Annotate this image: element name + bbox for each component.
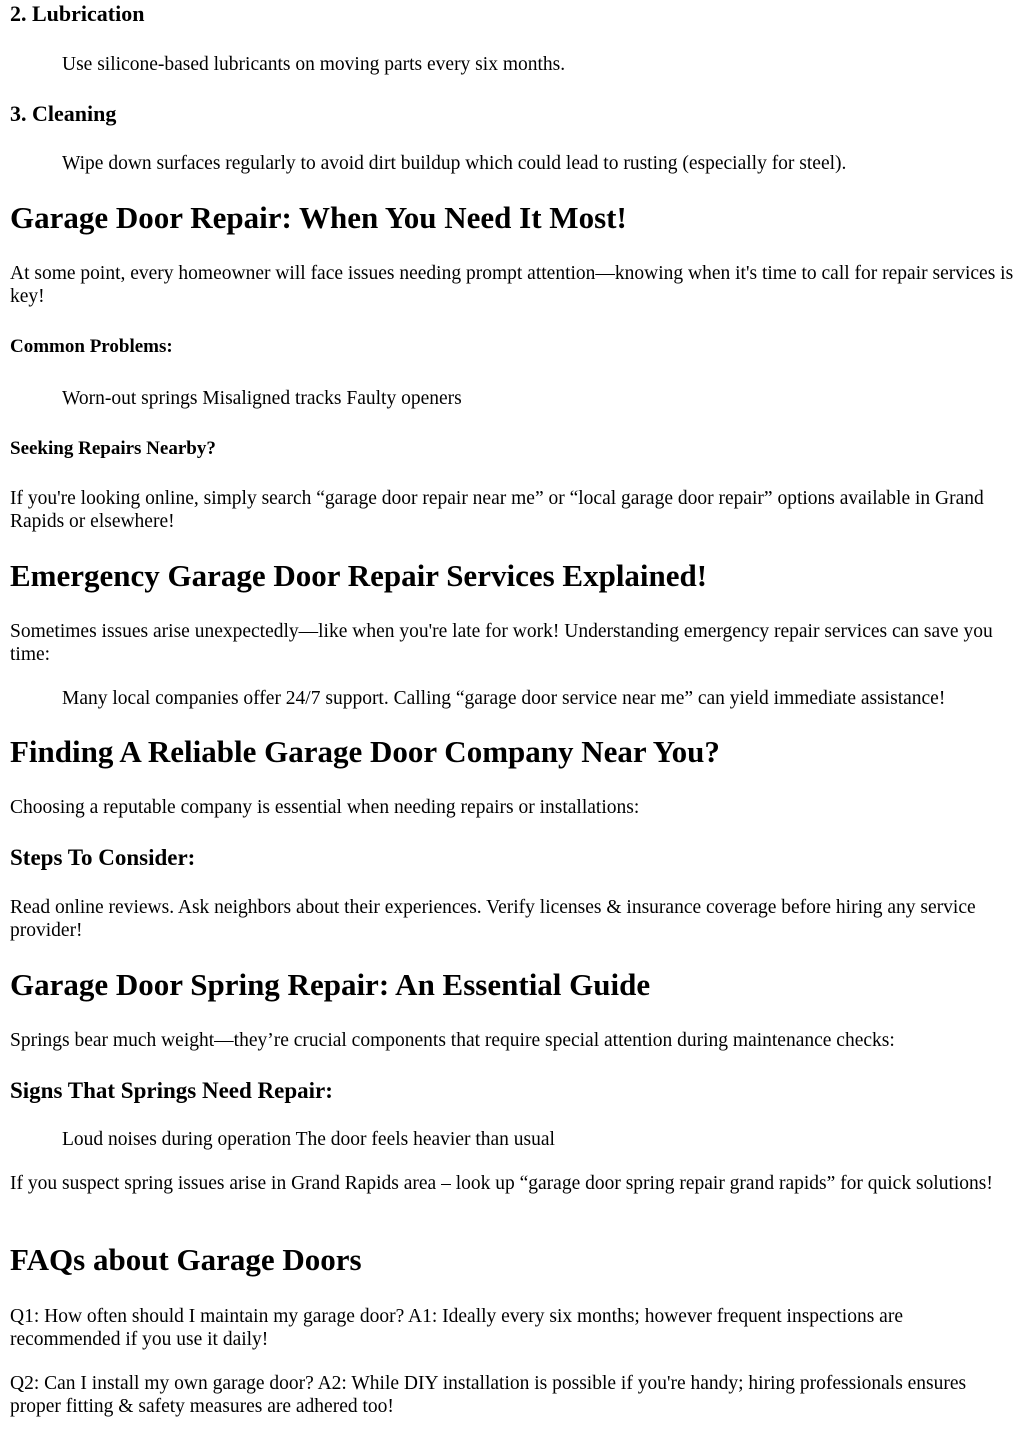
faqs-heading: FAQs about Garage Doors: [10, 1242, 362, 1277]
company-intro: Choosing a reputable company is essential when needing repairs or installations:: [10, 797, 640, 818]
spring-intro: Springs bear much weight—they’re crucial components that require special attention during maintenance checks:: [10, 1030, 895, 1051]
emergency-heading: Emergency Garage Door Repair Services Explained!: [10, 558, 708, 593]
repair-heading: Garage Door Repair: When You Need It Most!: [10, 200, 627, 235]
common-problems-heading: Common Problems:: [10, 336, 173, 357]
seeking-repairs-heading: Seeking Repairs Nearby?: [10, 438, 216, 459]
faq-q1: Q1: How often should I maintain my garage door? A1: Ideally every six months; however frequent inspections are recommended if you use it daily!: [10, 1306, 903, 1350]
common-problems-list: Worn-out springs Misaligned tracks Faulty openers: [62, 388, 462, 409]
steps-text: Read online reviews. Ask neighbors about their experiences. Verify licenses & insurance coverage before hiring any service provider!: [10, 897, 976, 941]
signs-heading: Signs That Springs Need Repair:: [10, 1078, 333, 1103]
spring-outro: If you suspect spring issues arise in Grand Rapids area – look up “garage door spring repair grand rapids” for quick solutions!: [10, 1173, 993, 1194]
emergency-intro: Sometimes issues arise unexpectedly—like when you're late for work! Understanding emergency repair services can save you time:: [10, 621, 993, 665]
seeking-repairs-text: If you're looking online, simply search “garage door repair near me” or “local garage door repair” options available in Grand Rapids or elsewhere!: [10, 488, 984, 532]
emergency-quote: Many local companies offer 24/7 support. Calling “garage door service near me” can yield immediate assistance!: [62, 688, 946, 709]
lubrication-text: Use silicone-based lubricants on moving parts every six months.: [62, 54, 566, 75]
company-heading: Finding A Reliable Garage Door Company Near You?: [10, 734, 720, 769]
cleaning-text: Wipe down surfaces regularly to avoid dirt buildup which could lead to rusting (especially for steel).: [62, 153, 847, 174]
spring-heading: Garage Door Spring Repair: An Essential Guide: [10, 967, 651, 1002]
steps-heading: Steps To Consider:: [10, 845, 196, 870]
lubrication-heading: 2. Lubrication: [10, 1, 145, 26]
signs-list: Loud noises during operation The door feels heavier than usual: [62, 1129, 555, 1150]
faq-q2: Q2: Can I install my own garage door? A2: While DIY installation is possible if you're handy; hiring professionals ensures proper fitting & safety measures are adhered too!: [10, 1373, 967, 1417]
repair-intro: At some point, every homeowner will face issues needing prompt attention—knowing when it's time to call for repair services is key!: [10, 263, 1014, 307]
cleaning-heading: 3. Cleaning: [10, 101, 117, 126]
